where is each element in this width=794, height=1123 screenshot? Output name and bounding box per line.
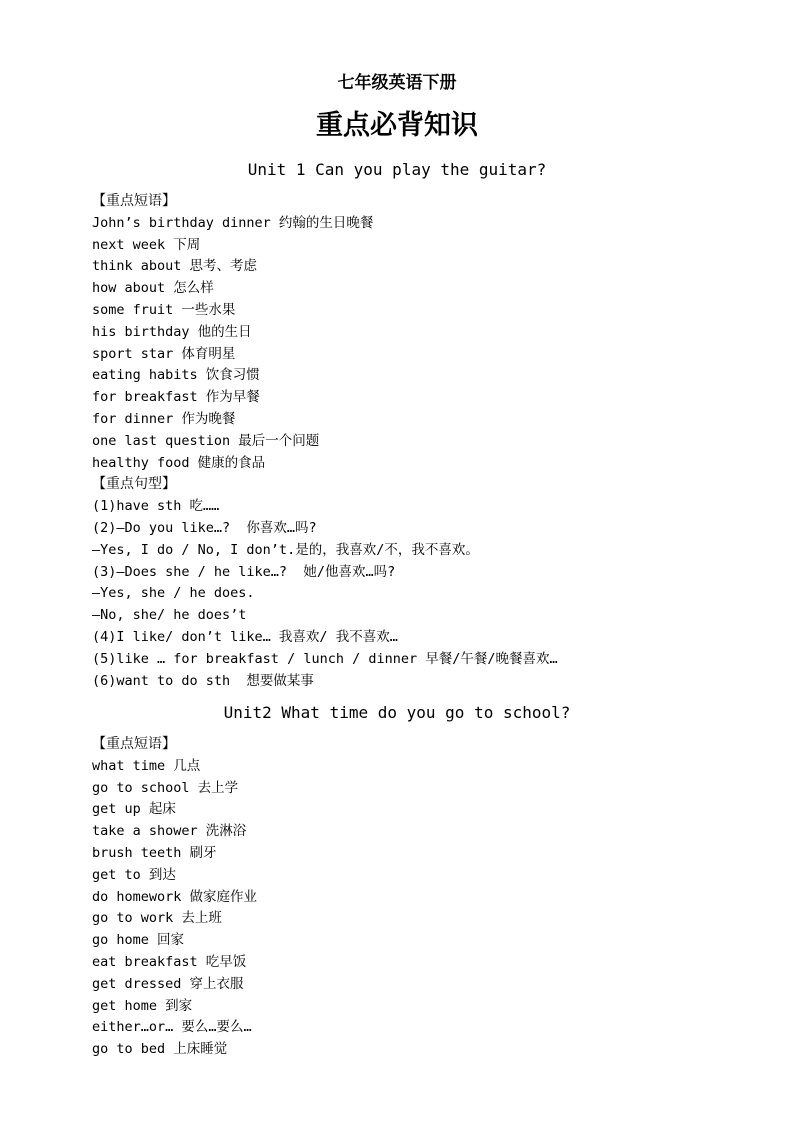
phrase-item: get to 到达 <box>92 866 176 883</box>
phrase-item: next week 下周 <box>92 236 201 253</box>
phrase-item: for breakfast 作为早餐 <box>92 389 260 406</box>
unit1-heading: Unit 1 Can you play the guitar? <box>247 160 547 179</box>
sentence-item: (3)—Does she / he like…? 她/他喜欢…吗? <box>92 563 396 580</box>
phrase-item: take a shower 洗淋浴 <box>92 823 247 840</box>
sentence-item: (6)want to do sth 想要做某事 <box>92 672 314 689</box>
phrase-item: what time 几点 <box>92 757 201 774</box>
phrase-item: sport star 体育明星 <box>92 345 236 362</box>
phrase-item: for dinner 作为晚餐 <box>92 410 236 427</box>
phrase-item: his birthday 他的生日 <box>92 323 252 340</box>
unit1-section <box>92 191 772 692</box>
phrase-item: go to bed 上床睡觉 <box>92 1041 228 1058</box>
phrase-item: brush teeth 刷牙 <box>92 844 217 861</box>
sentence-item: (2)—Do you like…? 你喜欢…吗? <box>92 519 317 536</box>
phrase-item: get up 起床 <box>92 801 176 818</box>
phrase-item: some fruit 一些水果 <box>92 301 236 318</box>
phrase-item: John’s birthday dinner 约翰的生日晚餐 <box>92 214 374 231</box>
unit2-heading: Unit2 What time do you go to school? <box>223 703 571 722</box>
phrase-item: think about 思考、考虑 <box>92 258 258 275</box>
sentence-item: —Yes, I do / No, I don’t.是的，我喜欢/不，我不喜欢。 <box>92 541 479 558</box>
phrase-item: do homework 做家庭作业 <box>92 888 258 905</box>
phrase-item: go to school 去上学 <box>92 779 239 796</box>
phrase-item: healthy food 健康的食品 <box>92 454 266 471</box>
document-title: 重点必背知识 <box>316 110 478 141</box>
sentence-item: (4)I like/ don’t like… 我喜欢/ 我不喜欢… <box>92 628 398 645</box>
sentence-item: —Yes, she / he does. <box>92 585 255 602</box>
unit2-phrases-label: 【重点短语】 <box>92 736 176 752</box>
unit1-phrases-label: 【重点短语】 <box>92 193 176 209</box>
phrase-item: eating habits 饮食习惯 <box>92 367 260 384</box>
sentence-item: (5)like … for breakfast / lunch / dinner 早餐/午餐/晚餐喜欢… <box>92 650 558 667</box>
unit1-sentences-label: 【重点句型】 <box>92 476 176 493</box>
sentence-item: —No, she/ he does’t <box>92 607 247 624</box>
phrase-item: one last question 最后一个问题 <box>92 432 320 449</box>
phrase-item: go home 回家 <box>92 932 185 949</box>
phrase-item: how about 怎么样 <box>92 280 214 297</box>
phrase-item: go to work 去上班 <box>92 910 222 927</box>
unit2-section <box>92 734 772 1061</box>
document-subtitle: 七年级英语下册 <box>337 73 457 93</box>
phrase-item: get dressed 穿上衣服 <box>92 975 244 992</box>
phrase-item: eat breakfast 吃早饭 <box>92 953 247 970</box>
sentence-item: (1)have sth 吃…… <box>92 498 220 515</box>
phrase-item: get home 到家 <box>92 997 193 1014</box>
phrase-item: either…or… 要么…要么… <box>92 1019 252 1036</box>
